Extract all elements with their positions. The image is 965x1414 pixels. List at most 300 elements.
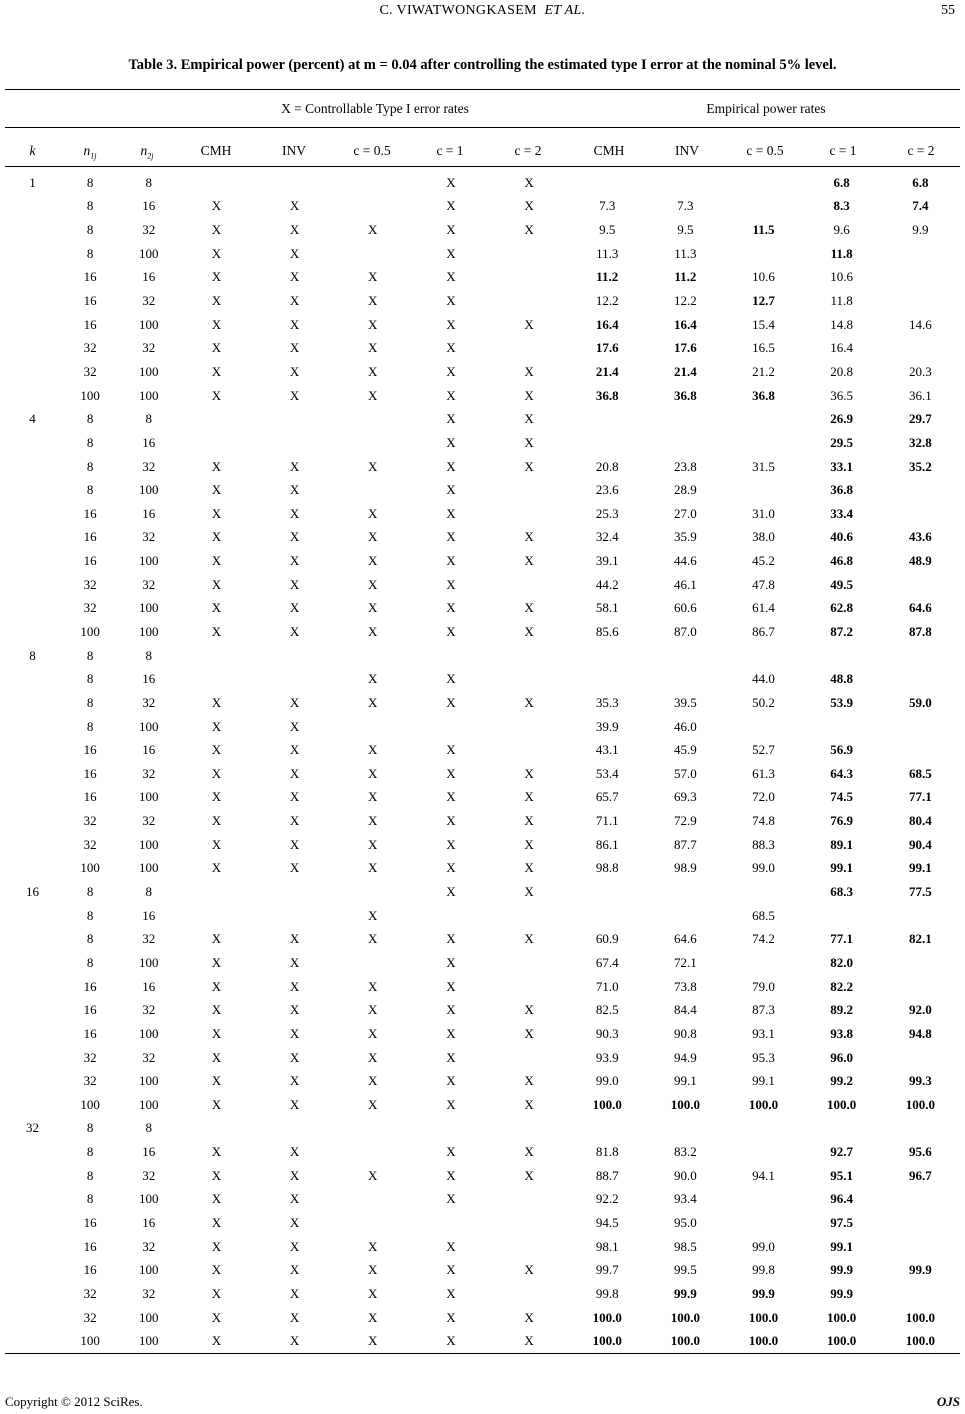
- cell-power: 21.2: [752, 363, 775, 379]
- cell-power: 31.5: [752, 458, 775, 474]
- cell-power: 53.9: [830, 694, 854, 710]
- cell-x-mark: X: [368, 1073, 378, 1089]
- cell-power: [568, 407, 646, 431]
- cell-power: 32.4: [595, 529, 619, 545]
- cell-power: 92.0: [909, 1002, 932, 1018]
- cell-k: 1: [29, 174, 36, 190]
- cell-power: [568, 1117, 646, 1141]
- cell-n1: 8: [86, 718, 94, 734]
- cell-x-mark: X: [524, 387, 534, 403]
- cell-power: [568, 904, 646, 928]
- cell-x-mark: X: [446, 1262, 456, 1278]
- cell-power: 98.9: [673, 860, 697, 876]
- cell-x-mark: X: [289, 694, 300, 710]
- cell-x-mark: X: [289, 813, 300, 829]
- cell-n1: 8: [86, 411, 94, 427]
- cell-n1: 100: [80, 860, 100, 876]
- cell-x-mark: X: [368, 222, 378, 238]
- cell-n2: 100: [139, 860, 159, 876]
- cell-n2: 32: [142, 1167, 156, 1183]
- cell-power: 100.0: [827, 1309, 857, 1325]
- cell-power: 64.3: [830, 765, 854, 781]
- cell-power: 99.8: [595, 1285, 619, 1301]
- table-row: [5, 1093, 960, 1117]
- cell-power: 82.0: [830, 954, 854, 970]
- cell-power: 61.4: [752, 600, 775, 616]
- cell-power: 33.1: [830, 458, 854, 474]
- cell-power: 35.3: [595, 694, 619, 710]
- cell-x-mark: [412, 715, 490, 739]
- cell-power: [724, 171, 802, 195]
- cell-n2: 32: [142, 1002, 156, 1018]
- cell-x-mark: [490, 1235, 568, 1259]
- cell-x-mark: X: [368, 553, 378, 569]
- cell-x-mark: X: [211, 1191, 222, 1207]
- cell-power: 23.8: [673, 458, 697, 474]
- cell-n1: 16: [83, 1238, 97, 1254]
- cell-n2: 100: [139, 482, 159, 498]
- cell-power: 59.0: [909, 694, 932, 710]
- cell-n1: 16: [83, 553, 97, 569]
- cell-x-mark: [490, 336, 568, 360]
- cell-n1: 8: [86, 174, 94, 190]
- table-caption: Table 3. Empirical power (percent) at m = 0.04 after controlling the estimated type I error at the nominal 5% level.: [128, 57, 837, 73]
- cell-x-mark: X: [289, 1333, 300, 1349]
- cell-power: 100.0: [748, 1309, 779, 1325]
- cell-x-mark: X: [289, 1215, 300, 1230]
- cell-x-mark: X: [446, 434, 456, 450]
- cell-power: 11.8: [830, 293, 853, 309]
- cell-x-mark: X: [368, 1002, 378, 1018]
- cell-power: 10.6: [752, 269, 775, 285]
- cell-power: 80.4: [909, 813, 932, 829]
- cell-power: [568, 431, 646, 455]
- cell-power: 82.2: [830, 978, 854, 994]
- cell-k: [5, 998, 60, 1022]
- header-divider-rule: [5, 127, 960, 128]
- cell-power: 95.1: [830, 1167, 854, 1183]
- cell-n1: 8: [86, 694, 94, 710]
- cell-power: [724, 1211, 802, 1235]
- cell-x-mark: [490, 1046, 568, 1070]
- cell-x-mark: X: [446, 954, 456, 970]
- cell-power: [803, 1117, 881, 1141]
- cell-x-mark: X: [368, 860, 378, 876]
- cell-power: 17.6: [595, 340, 619, 356]
- cell-power: 100.0: [592, 1309, 622, 1325]
- table-row: [5, 360, 960, 384]
- cell-power: 58.1: [595, 600, 619, 616]
- cell-power: 98.8: [595, 860, 619, 876]
- table-row: [5, 857, 960, 881]
- cell-power: 73.8: [673, 978, 697, 994]
- cell-power: 43.1: [595, 742, 619, 758]
- cell-x-mark: [490, 1188, 568, 1212]
- cell-k: [5, 1164, 60, 1188]
- cell-k: 4: [29, 411, 36, 427]
- cell-x-mark: X: [211, 1049, 222, 1065]
- cell-x-mark: X: [446, 789, 456, 805]
- cell-n1: 32: [83, 813, 97, 829]
- cell-power: [881, 502, 960, 526]
- group-header-controllable: X = Controllable Type I error rates: [281, 101, 469, 116]
- cell-x-mark: X: [524, 198, 534, 214]
- cell-power: [646, 171, 724, 195]
- cell-x-mark: X: [446, 1309, 456, 1325]
- cell-n1: 8: [86, 245, 94, 261]
- cell-x-mark: X: [446, 340, 456, 356]
- cell-power: 52.7: [752, 742, 775, 758]
- cell-n2: 8: [145, 174, 153, 190]
- cell-n1: 32: [83, 1049, 97, 1065]
- table-row: [5, 904, 960, 928]
- cell-x-mark: X: [446, 1238, 456, 1254]
- cell-x-mark: [490, 667, 568, 691]
- cell-power: 86.7: [752, 623, 775, 639]
- table-row: [5, 928, 960, 952]
- cell-x-mark: X: [211, 813, 222, 829]
- cell-k: [5, 218, 60, 242]
- cell-power: 39.5: [673, 694, 697, 710]
- cell-x-mark: X: [446, 1167, 456, 1183]
- cell-x-mark: X: [289, 1309, 300, 1325]
- cell-power: 96.7: [909, 1167, 932, 1183]
- cell-x-mark: X: [211, 836, 222, 852]
- cell-x-mark: [256, 171, 334, 195]
- cell-power: [568, 667, 646, 691]
- cell-x-mark: X: [211, 340, 222, 356]
- cell-power: 28.9: [673, 482, 697, 498]
- cell-power: 8.3: [833, 198, 850, 214]
- cell-x-mark: X: [289, 1285, 300, 1301]
- cell-n1: 16: [83, 1025, 97, 1041]
- cell-x-mark: [256, 904, 334, 928]
- cell-n1: 8: [86, 1167, 94, 1183]
- cell-x-mark: X: [446, 836, 456, 852]
- cell-power: 36.8: [673, 387, 697, 403]
- cell-n2: 100: [139, 387, 159, 403]
- cell-k: [5, 502, 60, 526]
- cell-x-mark: X: [524, 789, 534, 805]
- cell-power: 64.6: [909, 600, 932, 616]
- cell-x-mark: X: [289, 1049, 300, 1065]
- table-row: [5, 195, 960, 219]
- cell-power: 86.1: [595, 836, 619, 852]
- cell-x-mark: X: [211, 198, 222, 214]
- cell-n2: 32: [142, 813, 156, 829]
- cell-x-mark: X: [446, 978, 456, 994]
- table-row: [5, 171, 960, 195]
- cell-power: 47.8: [752, 576, 775, 592]
- cell-x-mark: X: [211, 269, 222, 285]
- cell-k: [5, 478, 60, 502]
- cell-x-mark: X: [289, 293, 300, 309]
- cell-k: [5, 975, 60, 999]
- cell-power: 11.3: [674, 245, 697, 261]
- cell-power: 9.9: [912, 222, 929, 238]
- cell-x-mark: X: [211, 1144, 222, 1160]
- cell-power: 99.0: [595, 1073, 619, 1089]
- cell-power: [803, 644, 881, 668]
- cell-power: 89.1: [830, 836, 854, 852]
- cell-x-mark: X: [289, 198, 300, 214]
- cell-power: 62.8: [830, 600, 854, 616]
- cell-power: 99.9: [673, 1285, 697, 1301]
- cell-n2: 32: [142, 931, 156, 947]
- table-row: [5, 313, 960, 337]
- cell-x-mark: X: [524, 1262, 534, 1278]
- footer-copyright: Copyright © 2012 SciRes.: [5, 1394, 143, 1409]
- cell-power: 6.8: [912, 174, 929, 190]
- cell-power: 98.1: [595, 1238, 619, 1254]
- cell-n1: 100: [80, 623, 100, 639]
- cell-x-mark: X: [524, 529, 534, 545]
- cell-x-mark: [490, 1282, 568, 1306]
- cell-k: [5, 738, 60, 762]
- cell-x-mark: X: [368, 1309, 378, 1325]
- cell-power: 45.9: [673, 742, 697, 758]
- col-header-c05-x: c = 0.5: [353, 143, 391, 158]
- cell-power: 50.2: [752, 694, 775, 710]
- cell-x-mark: X: [211, 1309, 222, 1325]
- cell-n2: 16: [142, 269, 156, 285]
- cell-x-mark: X: [211, 482, 222, 498]
- cell-power: 36.8: [595, 387, 619, 403]
- cell-power: 99.9: [830, 1285, 854, 1301]
- cell-k: [5, 809, 60, 833]
- cell-k: [5, 951, 60, 975]
- table-row: [5, 951, 960, 975]
- cell-power: 29.7: [909, 411, 932, 427]
- cell-power: 65.7: [595, 789, 619, 805]
- cell-x-mark: X: [289, 954, 300, 970]
- cell-power: 11.2: [596, 269, 619, 285]
- cell-power: [881, 336, 960, 360]
- cell-n1: 16: [83, 742, 97, 758]
- cell-power: 38.0: [752, 529, 775, 545]
- table-row: [5, 549, 960, 573]
- cell-power: 44.0: [752, 671, 775, 687]
- table-row: [5, 218, 960, 242]
- cell-power: 99.7: [595, 1262, 619, 1278]
- cell-power: 87.3: [752, 1002, 775, 1018]
- table-row: [5, 1329, 960, 1353]
- cell-power: 20.8: [830, 363, 854, 379]
- cell-n2: 32: [142, 529, 156, 545]
- cell-x-mark: [334, 171, 412, 195]
- cell-n1: 32: [83, 340, 97, 356]
- cell-x-mark: X: [211, 1167, 222, 1183]
- cell-power: 33.4: [830, 505, 854, 521]
- cell-x-mark: X: [289, 1262, 300, 1278]
- col-header-n2: $n_{2j}$: [140, 143, 154, 161]
- cell-power: 60.6: [673, 600, 697, 616]
- cell-power: 45.2: [752, 553, 775, 569]
- cell-x-mark: X: [368, 458, 378, 474]
- cell-x-mark: X: [211, 1285, 222, 1301]
- cell-power: 74.8: [752, 813, 775, 829]
- cell-x-mark: X: [446, 671, 456, 687]
- cell-x-mark: X: [368, 1262, 378, 1278]
- cell-k: [5, 526, 60, 550]
- page-number: 55: [941, 3, 955, 18]
- cell-k: [5, 573, 60, 597]
- cell-power: 99.3: [909, 1073, 932, 1089]
- cell-power: 60.9: [595, 931, 619, 947]
- cell-x-mark: X: [211, 742, 222, 758]
- cell-power: 61.3: [752, 765, 775, 781]
- cell-x-mark: X: [446, 623, 456, 639]
- cell-x-mark: X: [289, 1025, 300, 1041]
- cell-power: [724, 242, 802, 266]
- cell-x-mark: X: [446, 1191, 456, 1207]
- cell-k: [5, 1069, 60, 1093]
- cell-power: 39.9: [595, 718, 619, 734]
- cell-power: [881, 1117, 960, 1141]
- cell-n1: 32: [83, 1285, 97, 1301]
- cell-power: 9.5: [677, 222, 694, 238]
- cell-power: 74.2: [752, 931, 775, 947]
- cell-n1: 16: [83, 293, 97, 309]
- cell-power: 97.5: [830, 1215, 854, 1230]
- header-authors: C. VIWATWONGKASEM: [379, 3, 537, 18]
- cell-power: [646, 1117, 724, 1141]
- cell-power: 99.1: [830, 1238, 854, 1254]
- cell-n2: 100: [139, 600, 159, 616]
- cell-k: [5, 289, 60, 313]
- cell-power: 94.8: [909, 1025, 932, 1041]
- cell-k: 16: [26, 884, 40, 900]
- cell-power: 20.3: [909, 363, 932, 379]
- cell-x-mark: X: [524, 1333, 534, 1349]
- cell-x-mark: X: [524, 836, 534, 852]
- cell-power: 46.1: [673, 576, 697, 592]
- cell-x-mark: X: [446, 1025, 456, 1041]
- table-row: [5, 786, 960, 810]
- cell-x-mark: X: [368, 1238, 378, 1254]
- cell-x-mark: X: [368, 363, 378, 379]
- cell-power: 12.2: [673, 293, 697, 309]
- table-row: [5, 1235, 960, 1259]
- cell-power: 17.6: [673, 340, 697, 356]
- cell-power: 95.6: [909, 1144, 932, 1160]
- cell-x-mark: X: [368, 269, 378, 285]
- cell-n2: 16: [142, 907, 156, 923]
- cell-n1: 8: [86, 222, 94, 238]
- cell-power: 83.2: [673, 1144, 697, 1160]
- cell-k: [5, 1140, 60, 1164]
- cell-power: 26.9: [830, 411, 854, 427]
- cell-x-mark: X: [368, 813, 378, 829]
- cell-k: [5, 1188, 60, 1212]
- cell-x-mark: X: [446, 245, 456, 261]
- cell-x-mark: X: [211, 1002, 222, 1018]
- cell-power: 36.8: [830, 482, 854, 498]
- cell-power: [724, 1140, 802, 1164]
- cell-x-mark: [334, 1188, 412, 1212]
- cell-n2: 100: [139, 1333, 159, 1349]
- cell-x-mark: [490, 951, 568, 975]
- cell-x-mark: [412, 1211, 490, 1235]
- cell-power: 100.0: [670, 1333, 700, 1349]
- cell-power: 99.1: [752, 1073, 775, 1089]
- cell-x-mark: X: [524, 411, 534, 427]
- table-row: [5, 809, 960, 833]
- table-row: [5, 242, 960, 266]
- cell-x-mark: X: [368, 600, 378, 616]
- cell-x-mark: X: [289, 363, 300, 379]
- cell-power: 15.4: [752, 316, 775, 332]
- cell-power: 99.9: [752, 1285, 775, 1301]
- cell-x-mark: X: [289, 1002, 300, 1018]
- cell-n2: 32: [142, 1238, 156, 1254]
- cell-power: [568, 880, 646, 904]
- cell-power: 100.0: [748, 1096, 779, 1112]
- cell-power: 99.0: [752, 860, 775, 876]
- cell-x-mark: X: [446, 813, 456, 829]
- cell-k: [5, 1329, 60, 1353]
- cell-x-mark: X: [289, 1073, 300, 1089]
- cell-n2: 8: [145, 1120, 153, 1136]
- cell-k: 8: [29, 647, 36, 663]
- cell-n2: 100: [139, 789, 159, 805]
- cell-x-mark: X: [446, 1073, 456, 1089]
- cell-power: 39.1: [595, 553, 619, 569]
- cell-n2: 100: [139, 1262, 159, 1278]
- cell-x-mark: X: [524, 694, 534, 710]
- cell-power: [881, 478, 960, 502]
- header-bottom-rule: [5, 166, 960, 167]
- cell-power: 85.6: [595, 623, 619, 639]
- cell-n1: 8: [86, 1120, 94, 1136]
- cell-power: 40.6: [830, 529, 854, 545]
- cell-power: 43.6: [909, 529, 932, 545]
- cell-n2: 100: [139, 363, 159, 379]
- cell-power: 96.0: [830, 1049, 854, 1065]
- cell-power: 95.3: [752, 1049, 775, 1065]
- table-row: [5, 644, 960, 668]
- col-header-c1-power: c = 1: [829, 143, 857, 158]
- cell-power: 71.0: [595, 978, 619, 994]
- cell-x-mark: [490, 478, 568, 502]
- cell-power: 16.4: [830, 340, 854, 356]
- table-row: [5, 1117, 960, 1141]
- cell-power: 14.6: [909, 316, 932, 332]
- cell-power: 49.5: [830, 576, 854, 592]
- cell-n1: 32: [83, 363, 97, 379]
- cell-x-mark: X: [211, 954, 222, 970]
- cell-power: [646, 667, 724, 691]
- cell-x-mark: X: [289, 553, 300, 569]
- table-body: [5, 171, 960, 1353]
- col-header-inv-power: INV: [675, 143, 699, 158]
- table-top-rule: [5, 89, 960, 90]
- col-header-k: k: [29, 143, 36, 158]
- cell-x-mark: X: [211, 789, 222, 805]
- cell-x-mark: X: [446, 553, 456, 569]
- cell-power: 29.5: [830, 434, 854, 450]
- cell-power: 44.2: [595, 576, 619, 592]
- table-row: [5, 266, 960, 290]
- cell-k: [5, 1258, 60, 1282]
- cell-power: 99.9: [909, 1262, 932, 1278]
- col-header-cmh-x: CMH: [200, 143, 232, 158]
- cell-x-mark: X: [524, 884, 534, 900]
- cell-power: 99.1: [673, 1073, 697, 1089]
- cell-power: 88.3: [752, 836, 775, 852]
- cell-power: [881, 289, 960, 313]
- table-row: [5, 1164, 960, 1188]
